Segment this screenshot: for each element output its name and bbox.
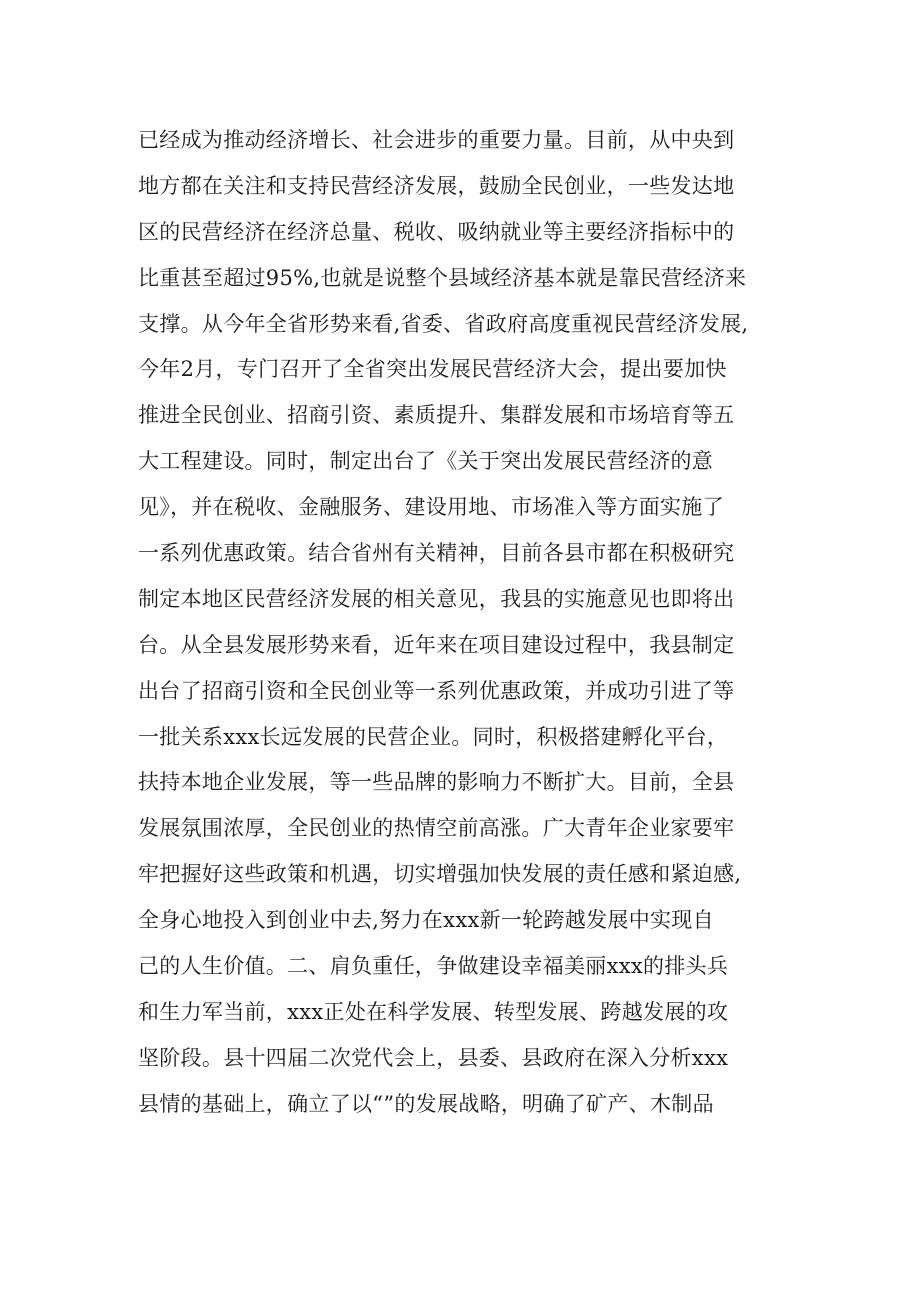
text-line-4: 比重甚至超过95%,也就是说整个县域经济基本就是靠民营经济来	[138, 265, 747, 290]
text-line-17: 牢把握好这些政策和机遇，切实增强加快发展的责任感和紧迫感,	[138, 862, 742, 887]
text-line-5: 支撑。从今年全省形势来看,省委、省政府高度重视民营经济发展,	[138, 311, 749, 336]
text-line-8: 大工程建设。同时，制定出台了《关于突出发展民营经济的意	[138, 449, 714, 474]
text-line-15: 扶持本地企业发展，等一些品牌的影响力不断扩大。目前，全县	[138, 770, 735, 795]
text-line-16: 发展氛围浓厚，全民创业的热情空前高涨。广大青年企业家要牢	[138, 816, 735, 841]
text-line-20: 和生力军当前，xxx正处在科学发展、转型发展、跨越发展的攻	[138, 999, 729, 1024]
text-line-18: 全身心地投入到创业中去,努力在xxx新一轮跨越发展中实现自	[138, 908, 714, 933]
text-line-12: 台。从全县发展形势来看，近年来在项目建设过程中，我县制定	[138, 632, 735, 657]
text-line-11: 制定本地区民营经济发展的相关意见，我县的实施意见也即将出	[138, 586, 735, 611]
text-line-2: 地方都在关注和支持民营经济发展，鼓励全民创业，一些发达地	[138, 173, 735, 198]
text-line-1: 已经成为推动经济增长、社会进步的重要力量。目前，从中央到	[138, 128, 735, 152]
text-line-13: 出台了招商引资和全民创业等一系列优惠政策，并成功引进了等	[138, 678, 735, 703]
text-line-10: 一系列优惠政策。结合省州有关精神，目前各县市都在积极研究	[138, 541, 735, 566]
body-text	[138, 118, 798, 1128]
text-line-21: 坚阶段。县十四届二次党代会上，县委、县政府在深入分析xxx	[138, 1045, 729, 1070]
text-line-14: 一批关系xxx长远发展的民营企业。同时，积极搭建孵化平台，	[138, 724, 729, 749]
text-line-19: 己的人生价值。二、肩负重任，争做建设幸福美丽xxx的排头兵	[138, 954, 729, 979]
text-line-9: 见》，并在税收、金融服务、建设用地、市场准入等方面实施了	[138, 495, 724, 520]
text-line-22: 县情的基础上，确立了以“”的发展战略，明确了矿产、木制品	[138, 1091, 714, 1116]
text-line-6: 今年2月，专门召开了全省突出发展民营经济大会，提出要加快	[138, 357, 727, 382]
text-line-7: 推进全民创业、招商引资、素质提升、集群发展和市场培育等五	[138, 403, 735, 428]
text-line-3: 区的民营经济在经济总量、税收、吸纳就业等主要经济指标中的	[138, 219, 735, 244]
